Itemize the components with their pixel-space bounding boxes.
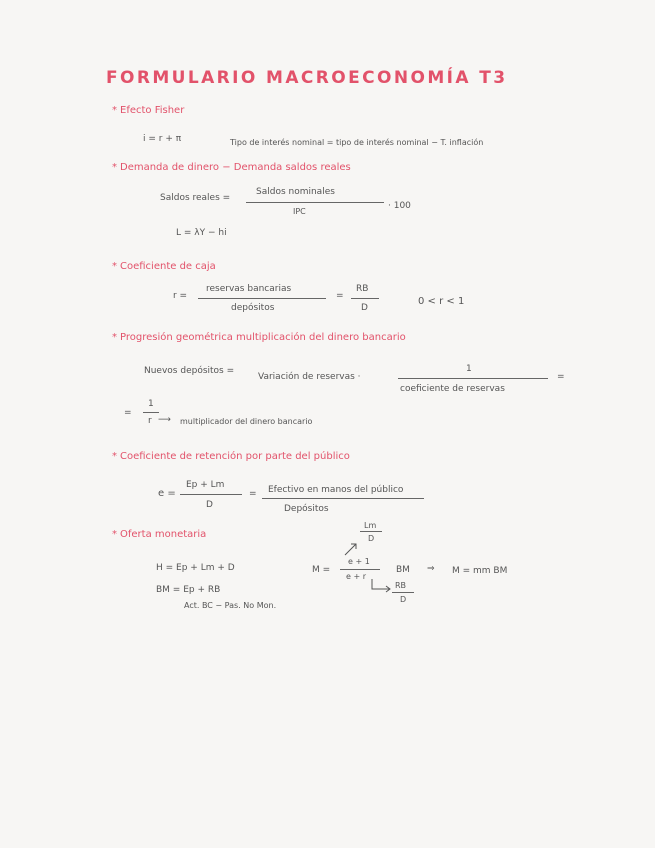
d-den: D xyxy=(206,500,213,510)
section-efecto-fisher xyxy=(112,106,184,116)
money-demand-formula: L = λY − hi xyxy=(176,228,227,238)
d-den: D xyxy=(400,595,407,604)
fraction-bar xyxy=(180,494,242,495)
e-plus-one-num: e + 1 xyxy=(348,557,370,566)
equals-sign: = xyxy=(249,489,257,499)
bullet: * xyxy=(112,162,117,173)
coef-reservas-den: coeficiente de reservas xyxy=(400,384,505,394)
m-mm-bm: M = mm BM xyxy=(452,566,508,576)
mult-100: · 100 xyxy=(388,201,411,211)
bullet: * xyxy=(112,529,117,540)
bullet: * xyxy=(112,332,117,343)
fraction-bar xyxy=(143,412,159,413)
section-heading: Coeficiente de caja xyxy=(120,261,216,272)
section-demanda-dinero xyxy=(112,163,351,173)
efectivo-num: Efectivo en manos del público xyxy=(268,485,404,495)
bullet: * xyxy=(112,105,117,116)
implies-icon: ⇒ xyxy=(427,564,435,574)
ipc-den: IPC xyxy=(293,207,306,216)
section-heading: Demanda de dinero − Demanda saldos reales xyxy=(120,162,351,173)
fraction-bar xyxy=(198,298,326,299)
depositos-den: Depósitos xyxy=(284,504,329,514)
fraction-bar xyxy=(398,378,548,379)
bm-label: BM xyxy=(396,565,410,575)
rb-num: RB xyxy=(356,284,369,294)
bm-formula: BM = Ep + RB xyxy=(156,585,221,595)
fisher-description: Tipo de interés nominal = tipo de interés nominal − T. inflación xyxy=(230,138,484,147)
e-plus-r-den: e + r xyxy=(346,572,366,581)
arrow-down-right-icon xyxy=(370,578,394,594)
h-formula: H = Ep + Lm + D xyxy=(156,563,235,573)
variacion-reservas: Variación de reservas · xyxy=(258,372,361,382)
rb-num: RB xyxy=(395,581,407,590)
reservas-num: reservas bancarias xyxy=(206,284,292,294)
e-lhs: e = xyxy=(158,488,176,499)
fraction-bar xyxy=(262,498,424,499)
section-oferta-monetaria xyxy=(112,530,206,540)
arrow-up-right-icon xyxy=(343,541,359,557)
equals-sign: = xyxy=(336,291,344,301)
coeficiente-range: 0 < r < 1 xyxy=(418,296,465,307)
equals-sign: = xyxy=(124,408,132,418)
section-heading: Coeficiente de retención por parte del público xyxy=(120,451,350,462)
equals-sign: = xyxy=(557,372,565,382)
nuevos-depositos-lhs: Nuevos depósitos = xyxy=(144,366,235,376)
section-heading: Progresión geométrica multiplicación del dinero bancario xyxy=(120,332,406,343)
bullet: * xyxy=(112,451,117,462)
d-den: D xyxy=(361,303,368,313)
section-coeficiente-caja xyxy=(112,262,216,272)
saldos-nominales-num: Saldos nominales xyxy=(256,187,335,197)
depositos-den: depósitos xyxy=(231,303,275,313)
fraction-bar xyxy=(351,298,379,299)
one-num: 1 xyxy=(466,364,472,374)
fraction-bar xyxy=(392,592,414,593)
multiplicador-label: multiplicador del dinero bancario xyxy=(180,417,313,426)
d-den: D xyxy=(368,534,375,543)
page-title: FORMULARIO MACROECONOMÍA T3 xyxy=(106,68,508,88)
r-den: r xyxy=(148,416,152,426)
fraction-bar xyxy=(340,569,380,570)
section-progresion-geometrica xyxy=(112,333,406,343)
r-lhs: r = xyxy=(173,291,188,301)
section-heading: Oferta monetaria xyxy=(120,529,207,540)
bullet: * xyxy=(112,261,117,272)
saldos-reales-lhs: Saldos reales = xyxy=(160,193,231,203)
section-coeficiente-retencion xyxy=(112,452,350,462)
arrow-right-icon: ⟶ xyxy=(158,415,171,425)
act-pas-formula: Act. BC − Pas. No Mon. xyxy=(184,601,277,610)
section-heading: Efecto Fisher xyxy=(120,105,185,116)
m-lhs: M = xyxy=(312,565,331,575)
fraction-bar xyxy=(360,531,382,532)
ep-lm-num: Ep + Lm xyxy=(186,480,225,490)
one-num: 1 xyxy=(148,399,154,409)
fraction-bar xyxy=(246,202,384,203)
lm-num: Lm xyxy=(364,521,377,530)
fisher-formula: i = r + π xyxy=(143,134,182,144)
